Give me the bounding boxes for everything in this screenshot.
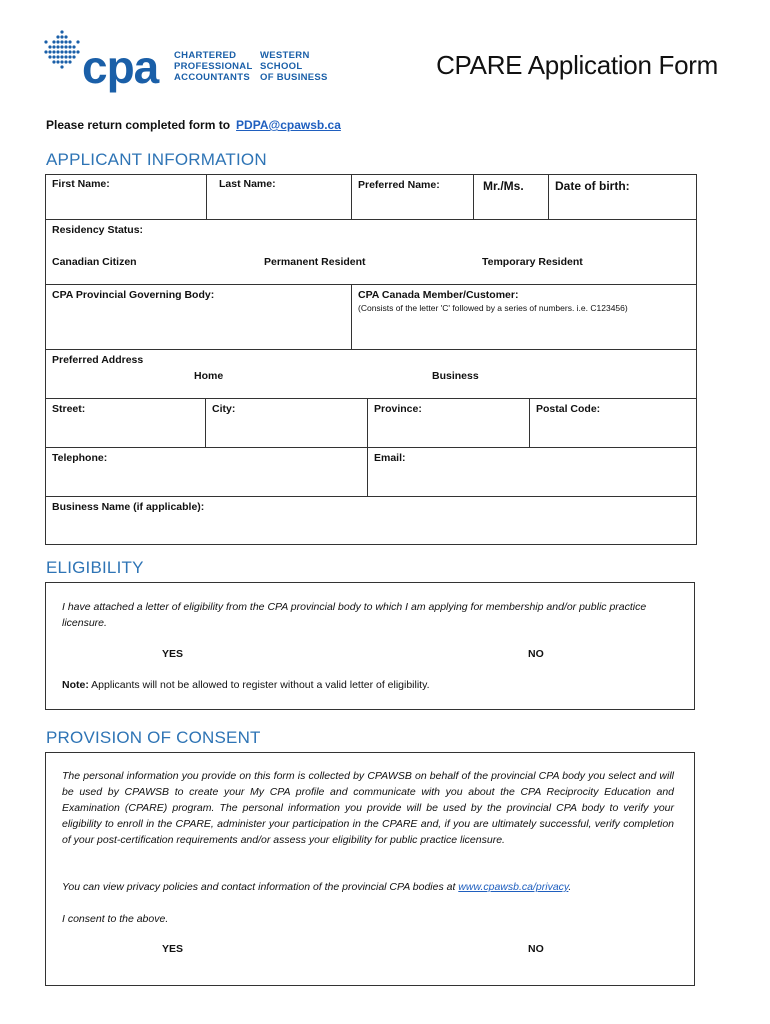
- logo-wordmark: cpa: [82, 41, 159, 93]
- title-field[interactable]: Mr./Ms.: [473, 175, 548, 219]
- consent-heading: PROVISION OF CONSENT: [46, 728, 261, 747]
- business-name-field[interactable]: [46, 497, 696, 545]
- eligibility-heading: ELIGIBILITY: [46, 558, 144, 577]
- consent-line: I consent to the above.: [62, 913, 169, 925]
- logo-text-right: WESTERN SCHOOL OF BUSINESS: [260, 50, 328, 83]
- consent-no-option[interactable]: NO: [528, 943, 544, 955]
- residency-status-label: Residency Status:: [52, 224, 144, 236]
- name-row: [46, 175, 696, 220]
- preferred-address-row: [46, 350, 696, 399]
- eligibility-note: Note: Applicants will not be allowed to register without a valid letter of eligibility.: [62, 679, 430, 691]
- email-field[interactable]: Email:: [367, 448, 696, 496]
- return-email-link[interactable]: PDPA@cpawsb.ca: [236, 118, 341, 132]
- residency-option-permanent-resident[interactable]: Permanent Resident: [264, 256, 366, 268]
- date-of-birth-field[interactable]: Date of birth:: [548, 175, 696, 219]
- preferred-address-label: Preferred Address: [52, 354, 144, 366]
- eligibility-yes-option[interactable]: YES: [162, 648, 184, 660]
- residency-option-canadian-citizen[interactable]: Canadian Citizen: [52, 256, 137, 268]
- telephone-field[interactable]: Telephone:: [52, 452, 108, 464]
- address-option-home[interactable]: Home: [194, 370, 224, 382]
- province-field[interactable]: Province:: [367, 399, 529, 447]
- member-customer-field[interactable]: CPA Canada Member/Customer: (Consists of the letter 'C' followed by a series of numbers. i.e. C123456): [351, 285, 696, 349]
- residency-row: [46, 220, 696, 285]
- applicant-table: [45, 174, 697, 545]
- eligibility-statement: I have attached a letter of eligibility from the CPA provincial body to which I am applying for membership and/or public practice licensure.: [62, 601, 647, 629]
- eligibility-no-option[interactable]: NO: [528, 648, 544, 660]
- consent-box: [45, 752, 695, 986]
- preferred-name-field[interactable]: Preferred Name:: [351, 175, 473, 219]
- privacy-link[interactable]: www.cpawsb.ca/privacy: [458, 881, 569, 893]
- logo-text-left: CHARTERED PROFESSIONAL ACCOUNTANTS: [174, 50, 253, 83]
- member-note: (Consists of the letter 'C' followed by a series of numbers. i.e. C123456): [358, 303, 628, 313]
- return-text: Please return completed form to: [46, 118, 231, 132]
- governing-body-field[interactable]: CPA Provincial Governing Body:: [52, 289, 215, 301]
- consent-paragraph: The personal information you provide on this form is collected by CPAWSB on behalf of the provincial CPA body you select and will be used by CPAWSB to create your My CPA profile and communicate with you about the CPA Reciprocity Education and Examination (CPARE) program. The personal information you provide will be used by the provincial CPA body to verify your eligibility to enroll in the CPARE, administer your participation in the CPARE and, if you are ultimately successful, verify completion of your post-certification requirements and/or assess your eligibility for public practice licensure.: [62, 770, 674, 846]
- return-instructions: [46, 118, 341, 132]
- first-name-field[interactable]: First Name:: [52, 178, 110, 190]
- applicant-heading: APPLICANT INFORMATION: [46, 150, 267, 169]
- contact-row: [46, 448, 696, 497]
- consent-yes-option[interactable]: YES: [162, 943, 184, 955]
- address-option-business[interactable]: Business: [432, 370, 479, 382]
- residency-option-temporary-resident[interactable]: Temporary Resident: [482, 256, 583, 268]
- maple-leaf-icon: [42, 28, 86, 84]
- cpa-body-row: [46, 285, 696, 350]
- business-name-label: Business Name (if applicable):: [52, 501, 205, 513]
- street-field[interactable]: Street:: [52, 403, 86, 415]
- eligibility-box: [45, 582, 695, 710]
- cpa-logo: [42, 28, 342, 92]
- form-title: CPARE Application Form: [436, 50, 718, 80]
- last-name-field[interactable]: Last Name:: [206, 175, 351, 219]
- privacy-statement: You can view privacy policies and contact information of the provincial CPA bodies at www.cpawsb.ca/privacy.: [62, 881, 572, 893]
- postal-code-field[interactable]: Postal Code:: [529, 399, 696, 447]
- city-field[interactable]: City:: [205, 399, 367, 447]
- street-row: [46, 399, 696, 448]
